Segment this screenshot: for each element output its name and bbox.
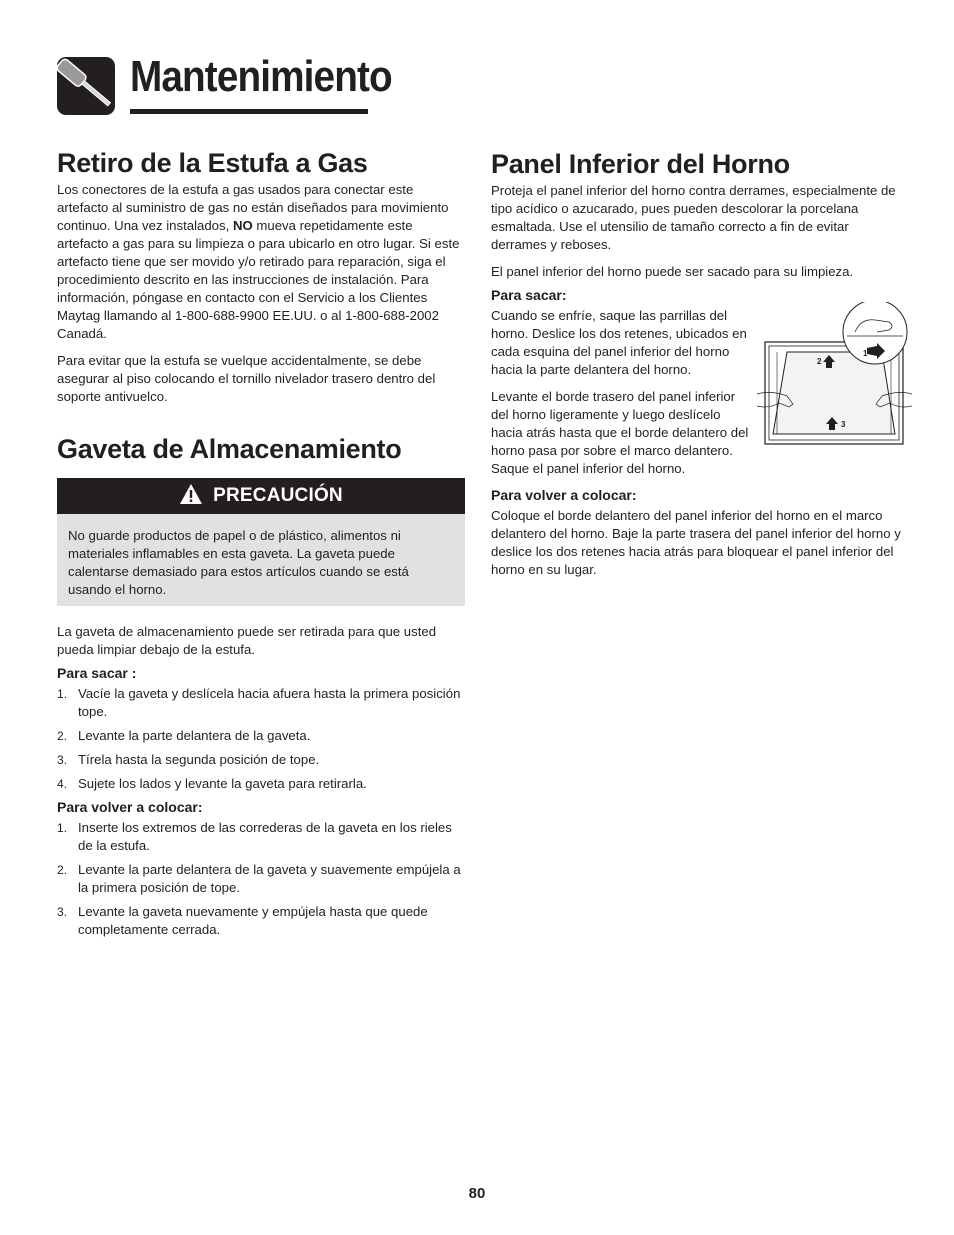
page-number: 80: [468, 1185, 486, 1202]
oven-remove-paragraph-1: Cuando se enfríe, saque las parrillas del horno. Deslice los dos retenes, ubicados en cada esquina del panel inferior del horno hacia la parte delantera del horno.: [491, 308, 747, 377]
section-title-storage-drawer: Gaveta de Almacenamiento: [57, 434, 402, 464]
list-item-number: 2.: [57, 863, 68, 877]
list-item: [57, 903, 465, 939]
list-item: [57, 727, 465, 745]
left-column: [57, 148, 465, 415]
list-item-text: Sujete los lados y levante la gaveta para retirarla.: [78, 776, 367, 791]
oven-bottom-paragraph-1: Proteja el panel inferior del horno contra derrames, especialmente de tipo acídico o azucarado, pues pueden descolorar la porcelana esmaltada. Use el utensilio de tamaño correcto a fin de evitar derrames y reboses.: [491, 183, 896, 252]
section-title-gas-removal: Retiro de la Estufa a Gas: [57, 148, 368, 178]
drawer-intro: La gaveta de almacenamiento puede ser retirada para que usted pueda limpiar debajo de la estufa.: [57, 624, 437, 657]
diagram-label-1: 1: [863, 349, 868, 358]
list-item: [57, 775, 465, 793]
list-item-number: 1.: [57, 821, 68, 835]
caution-body: [57, 514, 465, 606]
oven-bottom-paragraph-2: El panel inferior del horno puede ser sacado para su limpieza.: [491, 264, 854, 279]
title-underline: [130, 109, 368, 114]
list-item: [57, 685, 465, 721]
list-item-text: Tírela hasta la segunda posición de tope.: [78, 752, 320, 767]
screwdriver-icon: [57, 57, 115, 115]
caution-label: PRECAUCIÓN: [213, 485, 343, 506]
oven-remove-heading: Para sacar:: [491, 287, 567, 303]
list-item-text: Vacíe la gaveta y deslícela hacia afuera hasta la primera posición tope.: [78, 686, 461, 719]
list-item-number: 4.: [57, 777, 68, 791]
caution-text: No guarde productos de papel o de plástico, alimentos ni materiales inflamables en esta gaveta. La gaveta puede calentarse demasiado para estos artículos cuando se está usando el horno.: [68, 528, 409, 597]
oven-remove-paragraph-2: Levante el borde trasero del panel inferior del horno ligeramente y luego deslícelo hacia atrás hasta que el borde delantero del horno pasa por sobre el marco delantero. Saque el panel inferior del horno.: [491, 389, 749, 476]
drawer-remove-steps: [57, 685, 465, 793]
list-item-text: Levante la parte delantera de la gaveta.: [78, 728, 311, 743]
list-item-text: Levante la parte delantera de la gaveta y suavemente empújela a la primera posición de tope.: [78, 862, 461, 895]
warning-icon: [179, 483, 203, 510]
list-item-number: 3.: [57, 905, 68, 919]
drawer-remove-heading: Para sacar :: [57, 665, 137, 681]
page-title: Mantenimiento: [130, 52, 392, 101]
list-item-number: 3.: [57, 753, 68, 767]
list-item: [57, 861, 465, 897]
list-item-text: Levante la gaveta nuevamente y empújela hasta que quede completamente cerrada.: [78, 904, 428, 937]
anti-tip-paragraph: Para evitar que la estufa se vuelque accidentalmente, se debe asegurar al piso colocando el tornillo nivelador trasero dentro del soporte antivuelco.: [57, 353, 436, 404]
gas-removal-paragraph: [57, 181, 465, 343]
diagram-label-2: 2: [817, 357, 822, 366]
oven-replace-paragraph: Coloque el borde delantero del panel inferior del horno en el marco delantero del horno. Baje la parte trasera del panel inferior del horno y deslice los dos retenes hacia atrás para bloquear el panel inferior del horno en su lugar.: [491, 508, 901, 577]
drawer-replace-steps: [57, 819, 465, 939]
drawer-replace-heading: Para volver a colocar:: [57, 799, 203, 815]
list-item-number: 2.: [57, 729, 68, 743]
list-item-text: Inserte los extremos de las correderas de la gaveta en los rieles de la estufa.: [78, 820, 452, 853]
oven-bottom-diagram: [757, 302, 912, 450]
text-run: mueva repetidamente este artefacto a gas para su limpieza o para ubicarlo en otro lugar. Si este artefacto tiene que ser movido y/o retirado para reparación, siga el procedimiento descrito en las instrucciones de instalación. Para información, póngase en contacto con el Servicio a los Clientes Maytag llamando al 1-800-688-9900 EE.UU. o al 1-800-688-2002 Canadá.: [57, 218, 460, 341]
section-title-oven-bottom: Panel Inferior del Horno: [491, 149, 790, 179]
caution-box: [57, 478, 465, 606]
oven-replace-heading: Para volver a colocar:: [491, 487, 637, 503]
list-item-number: 1.: [57, 687, 68, 701]
list-item: [57, 751, 465, 769]
text-run: Los conectores de la estufa a gas usados para conectar este artefacto al suministro de gas no están diseñados para movimiento continuo. Una vez instalados,: [57, 182, 449, 233]
storage-drawer-section: [57, 434, 465, 945]
emphasis-no: NO: [232, 218, 253, 233]
diagram-label-3: 3: [841, 420, 846, 429]
caution-header: [57, 478, 465, 514]
list-item: [57, 819, 465, 855]
